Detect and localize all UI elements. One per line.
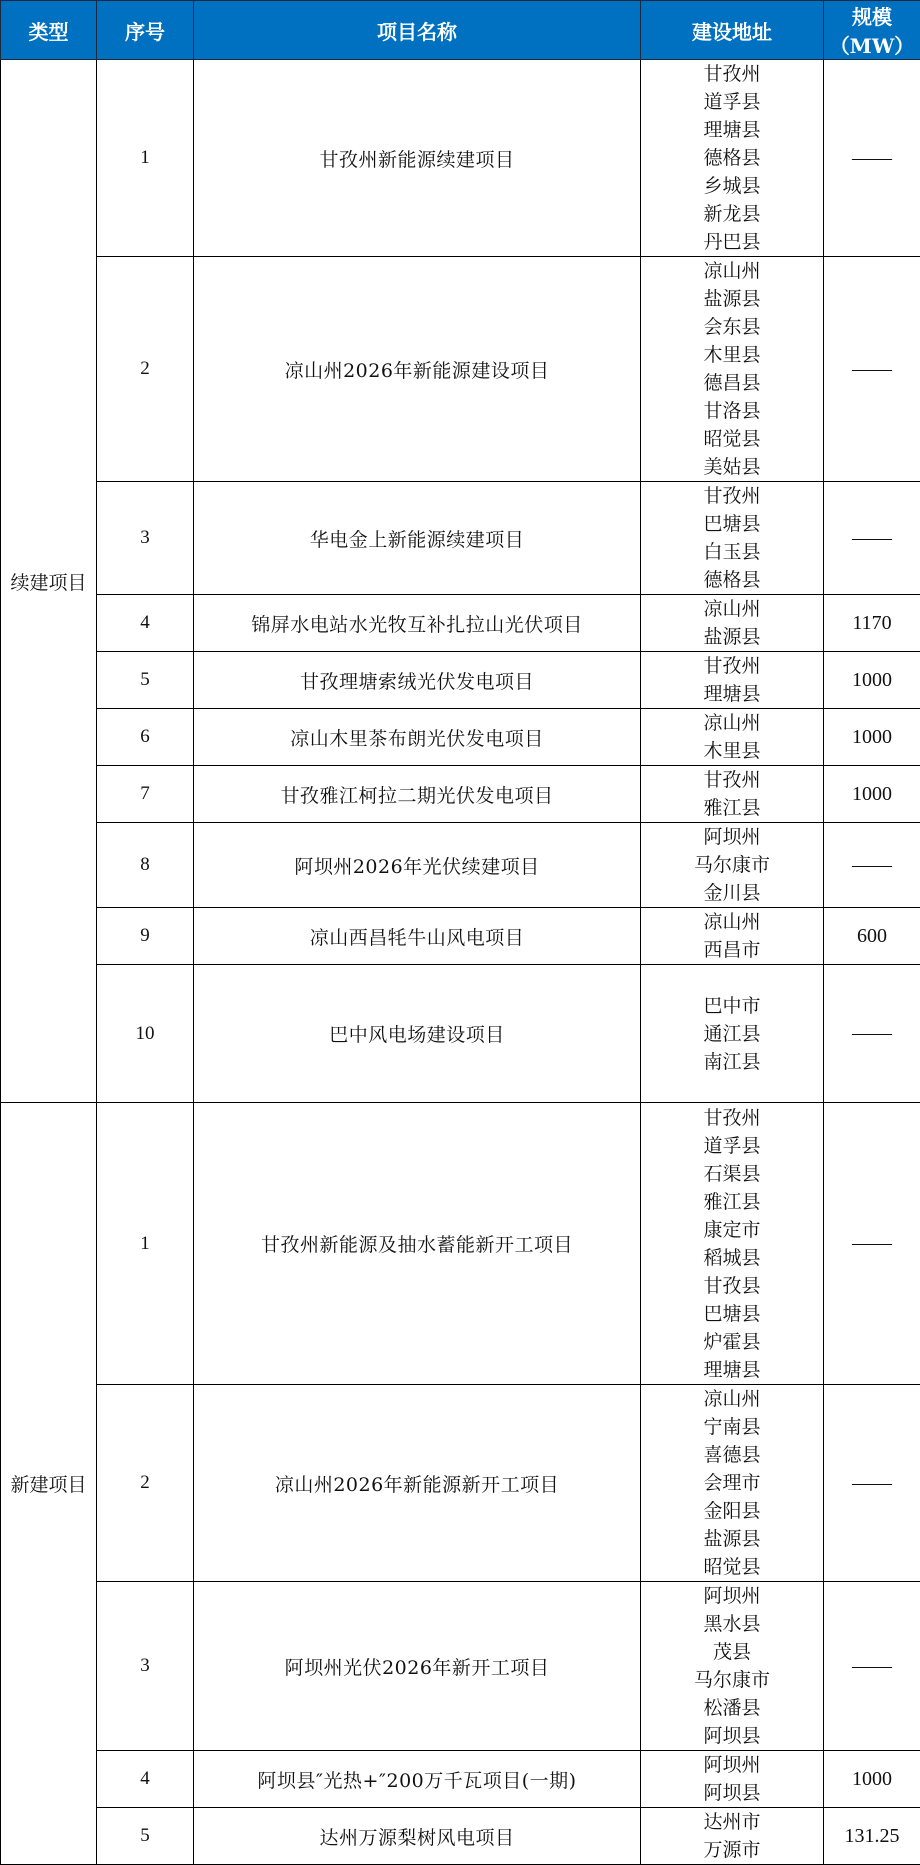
- location-item: 稻城县: [641, 1244, 823, 1272]
- location-item: 盐源县: [641, 1525, 823, 1553]
- location-item: 盐源县: [641, 285, 823, 313]
- location-cell: [641, 257, 824, 482]
- location-item: 巴塘县: [641, 1300, 823, 1328]
- table-body: [1, 60, 920, 1865]
- table-row: [1, 823, 920, 908]
- project-name-cell: 达州万源梨树风电项目: [194, 1808, 641, 1865]
- location-item: 凉山州: [641, 595, 823, 623]
- location-item: 德昌县: [641, 369, 823, 397]
- header-location: 建设地址: [641, 1, 824, 60]
- location-item: 理塘县: [641, 680, 823, 708]
- location-item: 阿坝州: [641, 823, 823, 851]
- scale-cell: ——: [824, 965, 920, 1103]
- scale-cell: ——: [824, 482, 920, 595]
- location-cell: [641, 1103, 824, 1385]
- location-cell: [641, 482, 824, 595]
- project-name-cell: 阿坝州2026年光伏续建项目: [194, 823, 641, 908]
- location-item: 凉山州: [641, 908, 823, 936]
- location-item: 凉山州: [641, 257, 823, 285]
- scale-cell: ——: [824, 1103, 920, 1385]
- seq-cell: 7: [97, 766, 194, 823]
- project-name-cell: 甘孜州新能源续建项目: [194, 60, 641, 257]
- scale-cell: 131.25: [824, 1808, 920, 1865]
- location-item: 阿坝县: [641, 1722, 823, 1750]
- location-item: 通江县: [641, 1020, 823, 1048]
- location-item: 炉霍县: [641, 1328, 823, 1356]
- scale-cell: ——: [824, 60, 920, 257]
- project-name-cell: 凉山州2026年新能源新开工项目: [194, 1385, 641, 1582]
- location-item: 道孚县: [641, 88, 823, 116]
- project-name-cell: 阿坝州光伏2026年新开工项目: [194, 1582, 641, 1751]
- location-item: 甘孜州: [641, 1104, 823, 1132]
- location-cell: [641, 652, 824, 709]
- location-item: 阿坝县: [641, 1779, 823, 1807]
- scale-cell: ——: [824, 257, 920, 482]
- header-row: [1, 1, 920, 60]
- location-item: 西昌市: [641, 936, 823, 964]
- location-item: 甘孜州: [641, 652, 823, 680]
- seq-cell: 3: [97, 482, 194, 595]
- seq-cell: 10: [97, 965, 194, 1103]
- table-row: [1, 482, 920, 595]
- location-item: 德格县: [641, 144, 823, 172]
- location-item: 雅江县: [641, 1188, 823, 1216]
- table-row: [1, 1582, 920, 1751]
- location-cell: [641, 766, 824, 823]
- location-item: 黑水县: [641, 1610, 823, 1638]
- location-cell: [641, 60, 824, 257]
- location-item: 木里县: [641, 341, 823, 369]
- location-cell: [641, 908, 824, 965]
- project-name-cell: 甘孜理塘索绒光伏发电项目: [194, 652, 641, 709]
- location-item: 松潘县: [641, 1694, 823, 1722]
- seq-cell: 4: [97, 595, 194, 652]
- scale-cell: ——: [824, 823, 920, 908]
- location-item: 乡城县: [641, 172, 823, 200]
- type-cell: 新建项目: [1, 1103, 97, 1865]
- location-item: 德格县: [641, 566, 823, 594]
- location-item: 白玉县: [641, 538, 823, 566]
- header-scale: 规模（MW）: [824, 1, 920, 60]
- table-row: [1, 257, 920, 482]
- location-item: 雅江县: [641, 794, 823, 822]
- table-row: [1, 1808, 920, 1865]
- table-row: [1, 1751, 920, 1808]
- seq-cell: 2: [97, 257, 194, 482]
- seq-cell: 2: [97, 1385, 194, 1582]
- seq-cell: 5: [97, 652, 194, 709]
- header-seq: 序号: [97, 1, 194, 60]
- location-item: 甘孜州: [641, 482, 823, 510]
- seq-cell: 9: [97, 908, 194, 965]
- table-row: [1, 766, 920, 823]
- seq-cell: 6: [97, 709, 194, 766]
- header-type: 类型: [1, 1, 97, 60]
- location-cell: [641, 823, 824, 908]
- table-row: [1, 1385, 920, 1582]
- scale-cell: ——: [824, 1582, 920, 1751]
- location-item: 木里县: [641, 737, 823, 765]
- project-name-cell: 甘孜州新能源及抽水蓄能新开工项目: [194, 1103, 641, 1385]
- location-item: 康定市: [641, 1216, 823, 1244]
- seq-cell: 4: [97, 1751, 194, 1808]
- location-item: 金川县: [641, 879, 823, 907]
- location-item: 甘孜州: [641, 60, 823, 88]
- location-item: 甘孜州: [641, 766, 823, 794]
- scale-cell: 1000: [824, 709, 920, 766]
- project-name-cell: 华电金上新能源续建项目: [194, 482, 641, 595]
- location-item: 达州市: [641, 1808, 823, 1836]
- location-item: 巴中市: [641, 992, 823, 1020]
- project-name-cell: 阿坝县″光热+″200万千瓦项目(一期): [194, 1751, 641, 1808]
- scale-cell: ——: [824, 1385, 920, 1582]
- location-item: 巴塘县: [641, 510, 823, 538]
- scale-cell: 1000: [824, 1751, 920, 1808]
- project-name-cell: 巴中风电场建设项目: [194, 965, 641, 1103]
- location-item: 马尔康市: [641, 1666, 823, 1694]
- location-item: 阿坝州: [641, 1582, 823, 1610]
- location-item: 盐源县: [641, 623, 823, 651]
- scale-cell: 1000: [824, 766, 920, 823]
- location-item: 道孚县: [641, 1132, 823, 1160]
- location-cell: [641, 1582, 824, 1751]
- project-name-cell: 凉山州2026年新能源建设项目: [194, 257, 641, 482]
- seq-cell: 5: [97, 1808, 194, 1865]
- location-item: 凉山州: [641, 709, 823, 737]
- seq-cell: 1: [97, 60, 194, 257]
- location-cell: [641, 595, 824, 652]
- scale-cell: 1170: [824, 595, 920, 652]
- location-item: 马尔康市: [641, 851, 823, 879]
- location-item: 新龙县: [641, 200, 823, 228]
- seq-cell: 8: [97, 823, 194, 908]
- location-item: 美姑县: [641, 453, 823, 481]
- project-name-cell: 凉山木里茶布朗光伏发电项目: [194, 709, 641, 766]
- project-name-cell: 甘孜雅江柯拉二期光伏发电项目: [194, 766, 641, 823]
- table-row: [1, 652, 920, 709]
- location-item: 理塘县: [641, 1356, 823, 1384]
- location-item: 会理市: [641, 1469, 823, 1497]
- project-name-cell: 锦屏水电站水光牧互补扎拉山光伏项目: [194, 595, 641, 652]
- project-name-cell: 凉山西昌牦牛山风电项目: [194, 908, 641, 965]
- location-cell: [641, 965, 824, 1103]
- table-row: [1, 595, 920, 652]
- location-item: 喜德县: [641, 1441, 823, 1469]
- table-row: [1, 1103, 920, 1385]
- location-cell: [641, 1385, 824, 1582]
- table-row: [1, 965, 920, 1103]
- location-cell: [641, 1751, 824, 1808]
- location-item: 万源市: [641, 1836, 823, 1864]
- seq-cell: 1: [97, 1103, 194, 1385]
- location-cell: [641, 1808, 824, 1865]
- table-row: [1, 709, 920, 766]
- table-row: [1, 60, 920, 257]
- header-name: 项目名称: [194, 1, 641, 60]
- seq-cell: 3: [97, 1582, 194, 1751]
- type-cell: 续建项目: [1, 60, 97, 1103]
- location-item: 南江县: [641, 1048, 823, 1076]
- location-item: 凉山州: [641, 1385, 823, 1413]
- location-item: 甘洛县: [641, 397, 823, 425]
- scale-cell: 600: [824, 908, 920, 965]
- location-item: 宁南县: [641, 1413, 823, 1441]
- location-item: 阿坝州: [641, 1751, 823, 1779]
- location-item: 金阳县: [641, 1497, 823, 1525]
- location-item: 昭觉县: [641, 1553, 823, 1581]
- location-item: 石渠县: [641, 1160, 823, 1188]
- location-item: 甘孜县: [641, 1272, 823, 1300]
- location-cell: [641, 709, 824, 766]
- location-item: 丹巴县: [641, 228, 823, 256]
- location-item: 昭觉县: [641, 425, 823, 453]
- table-row: [1, 908, 920, 965]
- scale-cell: 1000: [824, 652, 920, 709]
- location-item: 会东县: [641, 313, 823, 341]
- location-item: 茂县: [641, 1638, 823, 1666]
- location-item: 理塘县: [641, 116, 823, 144]
